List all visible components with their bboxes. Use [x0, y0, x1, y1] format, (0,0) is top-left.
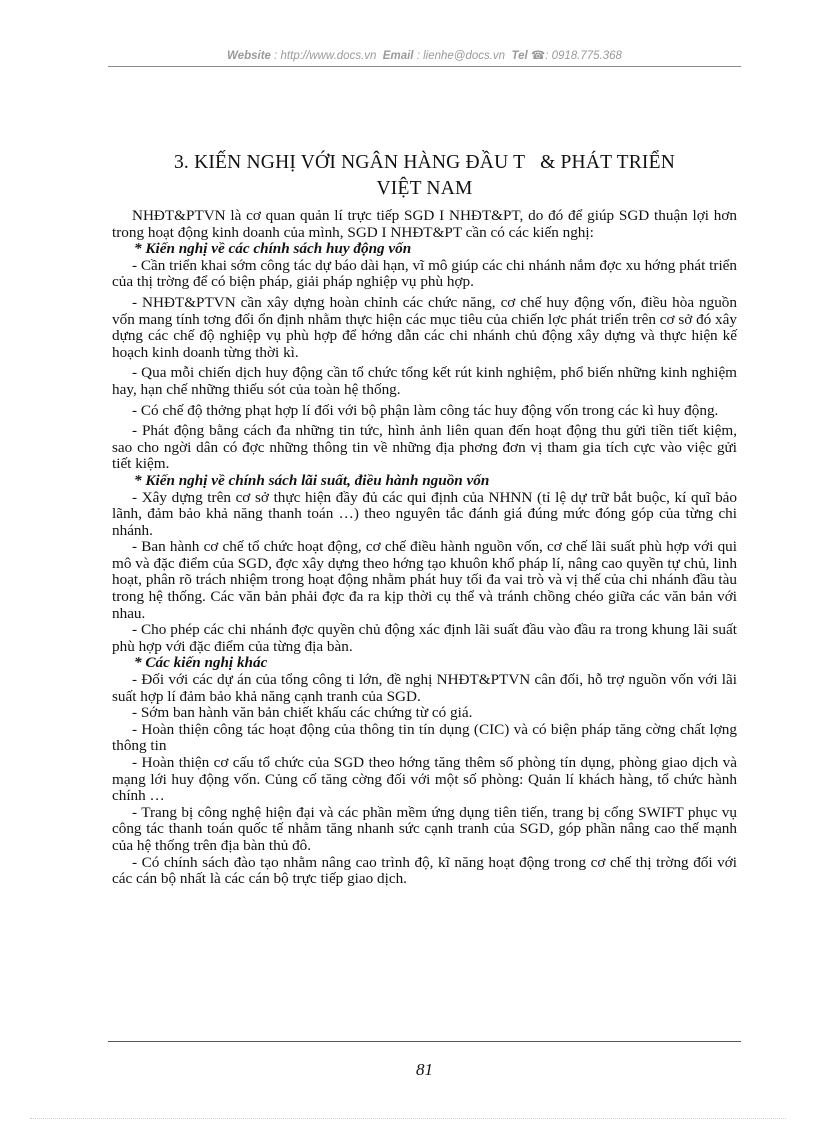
title-line-2: VIỆT NAM [376, 178, 473, 199]
title-line-1: 3. KIẾN NGHỊ VỚI NGÂN HÀNG ĐẦU T & PHÁT TRIỂN [173, 152, 676, 173]
paragraph: - Đối với các dự án của tổng công ti lớn, đề nghị NHĐT&PTVN cân đối, hỗ trợ nguồn vốn với lãi suất hợp lí đảm bảo khả năng cạnh tranh của SGD. [112, 671, 737, 705]
section-title [108, 150, 741, 202]
paragraph: - Phát động bằng cách đa những tin tức, hình ảnh liên quan đến hoạt động thu gửi tiền tiết kiệm, sao cho ngời dân có đợc những thông tin về những địa phơng đơn vị tham gia tích cực vào việc gửi tiết kiệm. [112, 422, 737, 473]
paragraph: - Có chế độ thởng phạt hợp lí đối với bộ phận làm công tác huy động vốn trong các kì huy động. [132, 401, 719, 419]
page-bottom-border [30, 1118, 786, 1119]
heading-interest-rate-policy: * Kiến nghị về chính sách lãi suất, điều hành nguồn vốn [134, 471, 490, 489]
paragraph: - Có chính sách đào tạo nhằm nâng cao trình độ, kĩ năng hoạt động trong cơ chế thị trờng đối với các cán bộ nhất là các cán bộ trực tiếp giao dịch. [112, 853, 737, 888]
paragraph: - Cần triển khai sớm công tác dự báo dài hạn, vĩ mô giúp các chi nhánh nắm đợc xu hớng phát triển của thị trờng để có biện pháp, giải pháp nghiệp vụ phù hợp. [112, 256, 737, 291]
paragraph: - Trang bị công nghệ hiện đại và các phần mềm ứng dụng tiên tiến, trang bị cổng SWIFT phục vụ công tác thanh toán quốc tế nhằm tăng nhanh sức cạnh tranh của SGD, góp phần nâng cao thế mạnh của hệ thống trên địa bàn thủ đô. [112, 803, 737, 854]
paragraph: - Xây dựng trên cơ sở thực hiện đầy đủ các qui định của NHNN (tỉ lệ dự trữ bắt buộc, kí quĩ bảo lãnh, đảm bảo khả năng thanh toán …) theo nguyên tắc đánh giá đúng mức đóng góp của từng chi nhánh. [112, 488, 737, 539]
paragraph: - Cho phép các chi nhánh đợc quyền chủ động xác định lãi suất đầu vào đầu ra trong khung lãi suất phù hợp với đặc điểm của từng địa bàn. [112, 621, 737, 655]
website-label: Website [227, 50, 271, 62]
intro-paragraph: NHĐT&PTVN là cơ quan quản lí trực tiếp SGD I NHĐT&PT, do đó để giúp SGD thuận lợi hơn trong hoạt động kinh doanh của mình, SGD I NHĐT&PT cần có các kiến nghị: [112, 207, 737, 241]
paragraph: - Hoàn thiện cơ cấu tổ chức của SGD theo hớng tăng thêm số phòng tín dụng, phòng giao dịch và mạng lới huy động vốn. Củng cố tăng cờng đối với một số phòng: Quản lí khách hàng, tổ chức hành chính … [112, 754, 737, 805]
email-label: Email [382, 50, 414, 62]
paragraph: - NHĐT&PTVN cần xây dựng hoàn chỉnh các chức năng, cơ chế huy động vốn, điều hòa nguồn vốn mang tính tơng đối ổn định nhằm thực hiện các mục tiêu của chiến lợc phát triển trên cơ sở đó xây dựng các chế độ nghiệp vụ phù hợp để hớng dẫn các chi nhánh chủ động xây dựng và thực hiện kế hoạch kinh doanh từng thời kì. [112, 293, 737, 361]
email-value: : lienhe@docs.vn [416, 50, 506, 62]
phone-icon: ☎ [530, 50, 546, 62]
tel-label: Tel [511, 50, 528, 62]
paragraph: - Qua mỗi chiến dịch huy động cần tổ chức tổng kết rút kinh nghiệm, phổ biến những kinh nghiệm hay, hạn chế những thiếu sót của toàn hệ thống. [112, 364, 737, 398]
paragraph: - Ban hành cơ chế tổ chức hoạt động, cơ chế điều hành nguồn vốn, cơ chế lãi suất phù hợp với qui mô và đặc điểm của SGD, đợc xây dựng theo hớng tạo khuôn khổ pháp lí, nâng cao quyền tự chủ, linh hoạt, phân rõ trách nhiệm trong hoạt động nhằm phát huy tối đa vai trò và vị thế của chi nhánh đầu tàu trong hệ thống. Các văn bản phải đợc đa ra kịp thời cụ thể và tránh chồng chéo giữa các văn bản với nhau. [112, 538, 737, 622]
header-divider [108, 66, 741, 67]
tel-value: : 0918.775.368 [545, 50, 622, 62]
paragraph: - Sớm ban hành văn bản chiết khấu các chứng từ có giá. [132, 704, 473, 722]
page-number: 81 [416, 1060, 433, 1079]
footer-divider [108, 1041, 741, 1042]
heading-other-recommendations: * Các kiến nghị khác [134, 654, 268, 672]
page-header [108, 48, 741, 68]
website-value: : http://www.docs.vn [274, 50, 377, 62]
paragraph: - Hoàn thiện công tác hoạt động của thông tin tín dụng (CIC) và có biện pháp tăng cờng chất lợng thông tin [112, 720, 737, 755]
heading-mobilization-policy: * Kiến nghị về các chính sách huy động vốn [134, 240, 412, 258]
body-text [112, 208, 737, 888]
